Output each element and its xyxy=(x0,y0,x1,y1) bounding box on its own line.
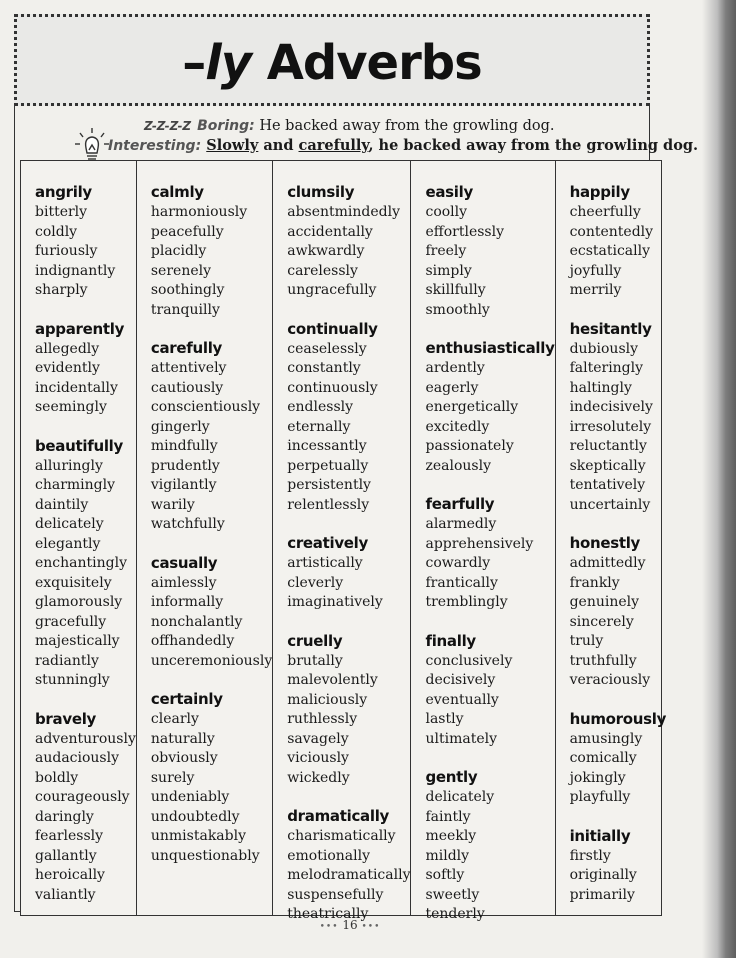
synonym-item: meekly xyxy=(425,828,477,844)
synonym-item: indignantly xyxy=(35,262,116,279)
adverb-heading: fearfully xyxy=(425,495,495,513)
synonym-item: unmistakably xyxy=(150,828,246,844)
synonym-item: brutally xyxy=(287,652,343,669)
boring-text: He backed away from the growling dog. xyxy=(254,118,555,134)
synonym-item: ceaselessly xyxy=(287,340,367,357)
adverb-column-5 xyxy=(556,161,667,915)
synonym-item: falteringly xyxy=(569,360,644,376)
synonym-item: ecstatically xyxy=(569,243,651,259)
synonym-item: gingerly xyxy=(150,418,210,435)
adverb-group xyxy=(35,708,136,906)
synonym-item: alarmedly xyxy=(425,516,497,532)
synonym-item: gracefully xyxy=(35,613,107,630)
title-dash: – xyxy=(182,35,206,91)
synonym-item: reluctantly xyxy=(569,438,647,454)
adverb-group xyxy=(425,181,554,320)
interesting-word-1: Slowly xyxy=(206,137,259,154)
adverb-group xyxy=(151,181,272,320)
adverb-heading: carefully xyxy=(150,339,223,357)
adverb-heading: apparently xyxy=(35,319,125,338)
synonym-item: mildly xyxy=(425,847,470,864)
synonym-item: firstly xyxy=(569,847,611,864)
synonym-item: continuously xyxy=(287,379,378,396)
adverb-heading: enthusiastically xyxy=(425,339,555,357)
adverb-group xyxy=(570,825,667,906)
synonym-item: undoubtedly xyxy=(150,808,240,825)
synonym-item: tenderly xyxy=(425,906,485,922)
synonym-item: delicately xyxy=(425,789,495,805)
adverb-group xyxy=(425,766,554,925)
synonym-item: vigilantly xyxy=(150,477,217,493)
adverb-heading: cruelly xyxy=(287,631,343,650)
synonym-item: charismatically xyxy=(287,828,396,844)
synonym-item: endlessly xyxy=(287,399,354,415)
synonym-item: stunningly xyxy=(35,672,110,688)
synonym-item: peacefully xyxy=(150,223,224,240)
adverb-heading: bravely xyxy=(35,709,97,728)
adverb-heading: clumsily xyxy=(287,183,355,201)
synonym-item: emotionally xyxy=(287,847,370,864)
synonym-item: bitterly xyxy=(35,204,88,220)
synonym-item: audaciously xyxy=(35,750,120,766)
adverb-heading: casually xyxy=(150,553,218,572)
synonym-item: originally xyxy=(569,867,637,883)
synonym-item: aimlessly xyxy=(150,574,217,591)
synonym-item: perpetually xyxy=(287,457,369,474)
synonym-item: serenely xyxy=(150,262,212,279)
synonym-item: maliciously xyxy=(287,691,368,708)
synonym-item: mindfully xyxy=(150,438,218,454)
synonym-item: courageously xyxy=(35,789,130,805)
adverb-group xyxy=(35,318,136,418)
adverb-heading: honestly xyxy=(569,534,641,552)
synonym-item: persistently xyxy=(287,477,371,493)
synonym-item: allegedly xyxy=(35,340,100,357)
adverb-group xyxy=(570,708,667,808)
synonym-item: merrily xyxy=(569,282,622,298)
synonym-item: undeniably xyxy=(150,789,230,805)
synonym-item: boldly xyxy=(35,769,79,786)
footer-dots-right: ••• xyxy=(361,922,381,932)
synonym-item: informally xyxy=(150,594,224,610)
adverb-heading: initially xyxy=(569,826,631,845)
zzz-mark: Z-Z-Z-Z xyxy=(144,119,192,133)
synonym-item: ungracefully xyxy=(287,282,377,298)
synonym-item: clearly xyxy=(150,711,199,727)
adverb-group xyxy=(287,181,410,301)
synonym-item: eagerly xyxy=(425,379,479,396)
synonym-item: joyfully xyxy=(569,262,622,279)
synonym-item: prudently xyxy=(150,457,220,474)
synonym-item: cowardly xyxy=(425,555,491,571)
synonym-item: playfully xyxy=(569,789,631,805)
synonym-item: contentedly xyxy=(569,223,654,240)
adverb-column-1 xyxy=(21,161,137,915)
synonym-item: daintily xyxy=(35,496,89,513)
synonym-item: ultimately xyxy=(425,730,498,747)
synonym-item: obviously xyxy=(150,750,218,766)
footer-dots-left: ••• xyxy=(319,922,339,932)
synonym-item: irresolutely xyxy=(569,418,652,435)
synonym-item: conclusively xyxy=(425,652,513,669)
synonym-item: adventurously xyxy=(35,730,136,747)
synonym-item: indecisively xyxy=(569,399,653,415)
synonym-item: ardently xyxy=(425,360,485,376)
synonym-item: constantly xyxy=(287,360,361,376)
interesting-and: and xyxy=(258,137,299,154)
synonym-item: cleverly xyxy=(287,574,344,591)
synonym-item: truthfully xyxy=(569,652,637,669)
synonym-item: skillfully xyxy=(425,282,486,298)
synonym-item: charmingly xyxy=(35,477,116,493)
synonym-item: radiantly xyxy=(35,652,99,669)
synonym-item: furiously xyxy=(35,243,98,259)
page-title xyxy=(17,35,647,91)
synonym-item: evidently xyxy=(35,360,100,376)
synonym-item: relentlessly xyxy=(287,496,370,513)
synonym-item: alluringly xyxy=(35,457,103,474)
synonym-item: artistically xyxy=(287,555,363,571)
synonym-item: offhandedly xyxy=(150,633,235,649)
page-edge-shadow xyxy=(702,0,736,958)
synonym-item: veraciously xyxy=(569,672,651,688)
adverb-column-4 xyxy=(411,161,555,922)
synonym-item: absentmindedly xyxy=(287,204,401,220)
synonym-item: conscientiously xyxy=(150,399,261,415)
adverb-heading: beautifully xyxy=(35,436,123,455)
synonym-item: malevolently xyxy=(287,672,378,688)
adverb-heading: creatively xyxy=(287,534,369,552)
boring-label: Boring: xyxy=(197,118,255,134)
adverb-heading: easily xyxy=(425,183,473,201)
synonym-item: apprehensively xyxy=(425,535,534,552)
synonym-item: sharply xyxy=(35,282,88,298)
synonym-item: glamorously xyxy=(35,594,123,610)
synonym-item: sweetly xyxy=(425,886,480,903)
adverb-group xyxy=(151,688,272,866)
synonym-item: sincerely xyxy=(569,613,634,630)
adverb-heading: certainly xyxy=(150,690,223,708)
synonym-item: coldly xyxy=(35,223,78,240)
adverb-group xyxy=(287,318,410,516)
synonym-item: coolly xyxy=(425,204,468,220)
adverb-group xyxy=(425,337,554,476)
synonym-item: valiantly xyxy=(35,886,96,903)
synonym-item: primarily xyxy=(569,886,635,903)
synonym-item: energetically xyxy=(425,399,519,415)
synonym-item: decisively xyxy=(425,672,496,688)
adverb-heading: continually xyxy=(287,319,378,338)
synonym-item: frankly xyxy=(569,574,620,591)
synonym-item: ruthlessly xyxy=(287,711,358,727)
synonym-item: harmoniously xyxy=(150,204,248,220)
adverb-heading: finally xyxy=(425,631,476,650)
adverb-column-3 xyxy=(273,161,411,922)
adverb-heading: gently xyxy=(425,768,478,786)
title-banner xyxy=(14,14,650,106)
synonym-item: viciously xyxy=(287,750,349,766)
synonym-item: heroically xyxy=(35,867,105,883)
synonym-item: carelessly xyxy=(287,262,358,279)
example-sentences xyxy=(78,116,699,156)
synonym-item: melodramatically xyxy=(287,867,411,883)
synonym-item: soothingly xyxy=(150,282,225,298)
synonym-item: unceremoniously xyxy=(150,652,273,669)
boring-example xyxy=(78,116,638,136)
synonym-item: faintly xyxy=(425,808,471,825)
synonym-item: theatrically xyxy=(287,906,369,922)
title-rest: Adverbs xyxy=(251,35,482,91)
synonym-item: exquisitely xyxy=(35,574,112,591)
adverb-group xyxy=(570,181,667,301)
synonym-item: softly xyxy=(425,867,465,883)
synonym-item: haltingly xyxy=(569,379,632,396)
adverb-group xyxy=(35,435,136,691)
synonym-item: surely xyxy=(150,769,195,786)
synonym-item: zealously xyxy=(425,457,491,474)
adverb-group xyxy=(35,181,136,301)
adverb-group xyxy=(287,805,410,925)
interesting-example xyxy=(78,136,699,156)
adverb-group xyxy=(570,318,667,516)
adverb-group xyxy=(151,337,272,535)
synonym-item: cheerfully xyxy=(569,204,641,220)
synonym-item: wickedly xyxy=(287,769,350,786)
synonym-item: suspensefully xyxy=(287,886,384,903)
synonym-item: watchfully xyxy=(150,516,225,532)
adverb-group xyxy=(425,493,554,613)
synonym-item: nonchalantly xyxy=(150,613,243,630)
synonym-item: genuinely xyxy=(569,594,640,610)
adverb-group xyxy=(425,630,554,750)
synonym-item: incessantly xyxy=(287,438,367,454)
interesting-label: Interesting: xyxy=(108,138,202,154)
synonym-item: elegantly xyxy=(35,535,101,552)
adverb-group xyxy=(570,532,667,691)
synonym-item: admittedly xyxy=(569,555,646,571)
synonym-item: warily xyxy=(150,496,195,513)
interesting-rest: , he backed away from the growling dog. xyxy=(368,137,699,154)
synonym-item: tentatively xyxy=(569,477,646,493)
adverb-group xyxy=(287,532,410,613)
adverb-group xyxy=(151,552,272,672)
adverb-heading: hesitantly xyxy=(569,319,652,338)
synonym-item: lastly xyxy=(425,711,464,727)
synonym-item: naturally xyxy=(150,730,215,747)
synonym-item: comically xyxy=(569,750,637,766)
title-ly: ly xyxy=(205,35,252,91)
synonym-item: dubiously xyxy=(569,340,639,357)
synonym-item: tremblingly xyxy=(425,594,508,610)
synonym-item: eventually xyxy=(425,691,499,708)
synonym-item: savagely xyxy=(287,730,349,747)
synonym-item: jokingly xyxy=(569,769,626,786)
synonym-item: smoothly xyxy=(425,301,490,318)
synonym-item: placidly xyxy=(150,243,207,259)
adverb-grid xyxy=(20,160,667,922)
synonym-item: eternally xyxy=(287,418,351,435)
synonym-item: enchantingly xyxy=(35,555,127,571)
synonym-item: truly xyxy=(569,633,604,649)
synonym-item: seemingly xyxy=(35,399,107,415)
synonym-item: incidentally xyxy=(35,379,118,396)
synonym-item: simply xyxy=(425,262,472,279)
synonym-item: majestically xyxy=(35,633,120,649)
synonym-item: imaginatively xyxy=(287,594,383,610)
synonym-item: awkwardly xyxy=(287,243,365,259)
interesting-word-2: carefully xyxy=(298,137,369,154)
synonym-item: accidentally xyxy=(287,223,373,240)
synonym-item: freely xyxy=(425,243,467,259)
adverb-heading: dramatically xyxy=(287,807,390,825)
synonym-item: amusingly xyxy=(569,730,643,747)
adverb-heading: humorously xyxy=(569,709,667,728)
synonym-item: fearlessly xyxy=(35,828,104,844)
synonym-item: attentively xyxy=(150,360,227,376)
synonym-item: daringly xyxy=(35,808,94,825)
adverb-heading: angrily xyxy=(35,183,92,201)
synonym-item: delicately xyxy=(35,516,104,532)
adverb-group xyxy=(287,630,410,789)
synonym-item: excitedly xyxy=(425,418,490,435)
synonym-item: passionately xyxy=(425,438,514,454)
synonym-item: tranquilly xyxy=(150,301,220,318)
synonym-item: effortlessly xyxy=(425,223,504,240)
synonym-item: skeptically xyxy=(569,457,646,474)
synonym-item: cautiously xyxy=(150,379,224,396)
page-footer xyxy=(300,918,400,932)
adverb-heading: happily xyxy=(569,183,630,201)
synonym-item: unquestionably xyxy=(150,847,260,864)
synonym-item: uncertainly xyxy=(569,496,651,513)
page-number: 16 xyxy=(342,918,358,932)
adverb-heading: calmly xyxy=(150,183,204,201)
synonym-item: frantically xyxy=(425,574,498,591)
synonym-item: gallantly xyxy=(35,847,97,864)
adverb-column-2 xyxy=(137,161,273,915)
